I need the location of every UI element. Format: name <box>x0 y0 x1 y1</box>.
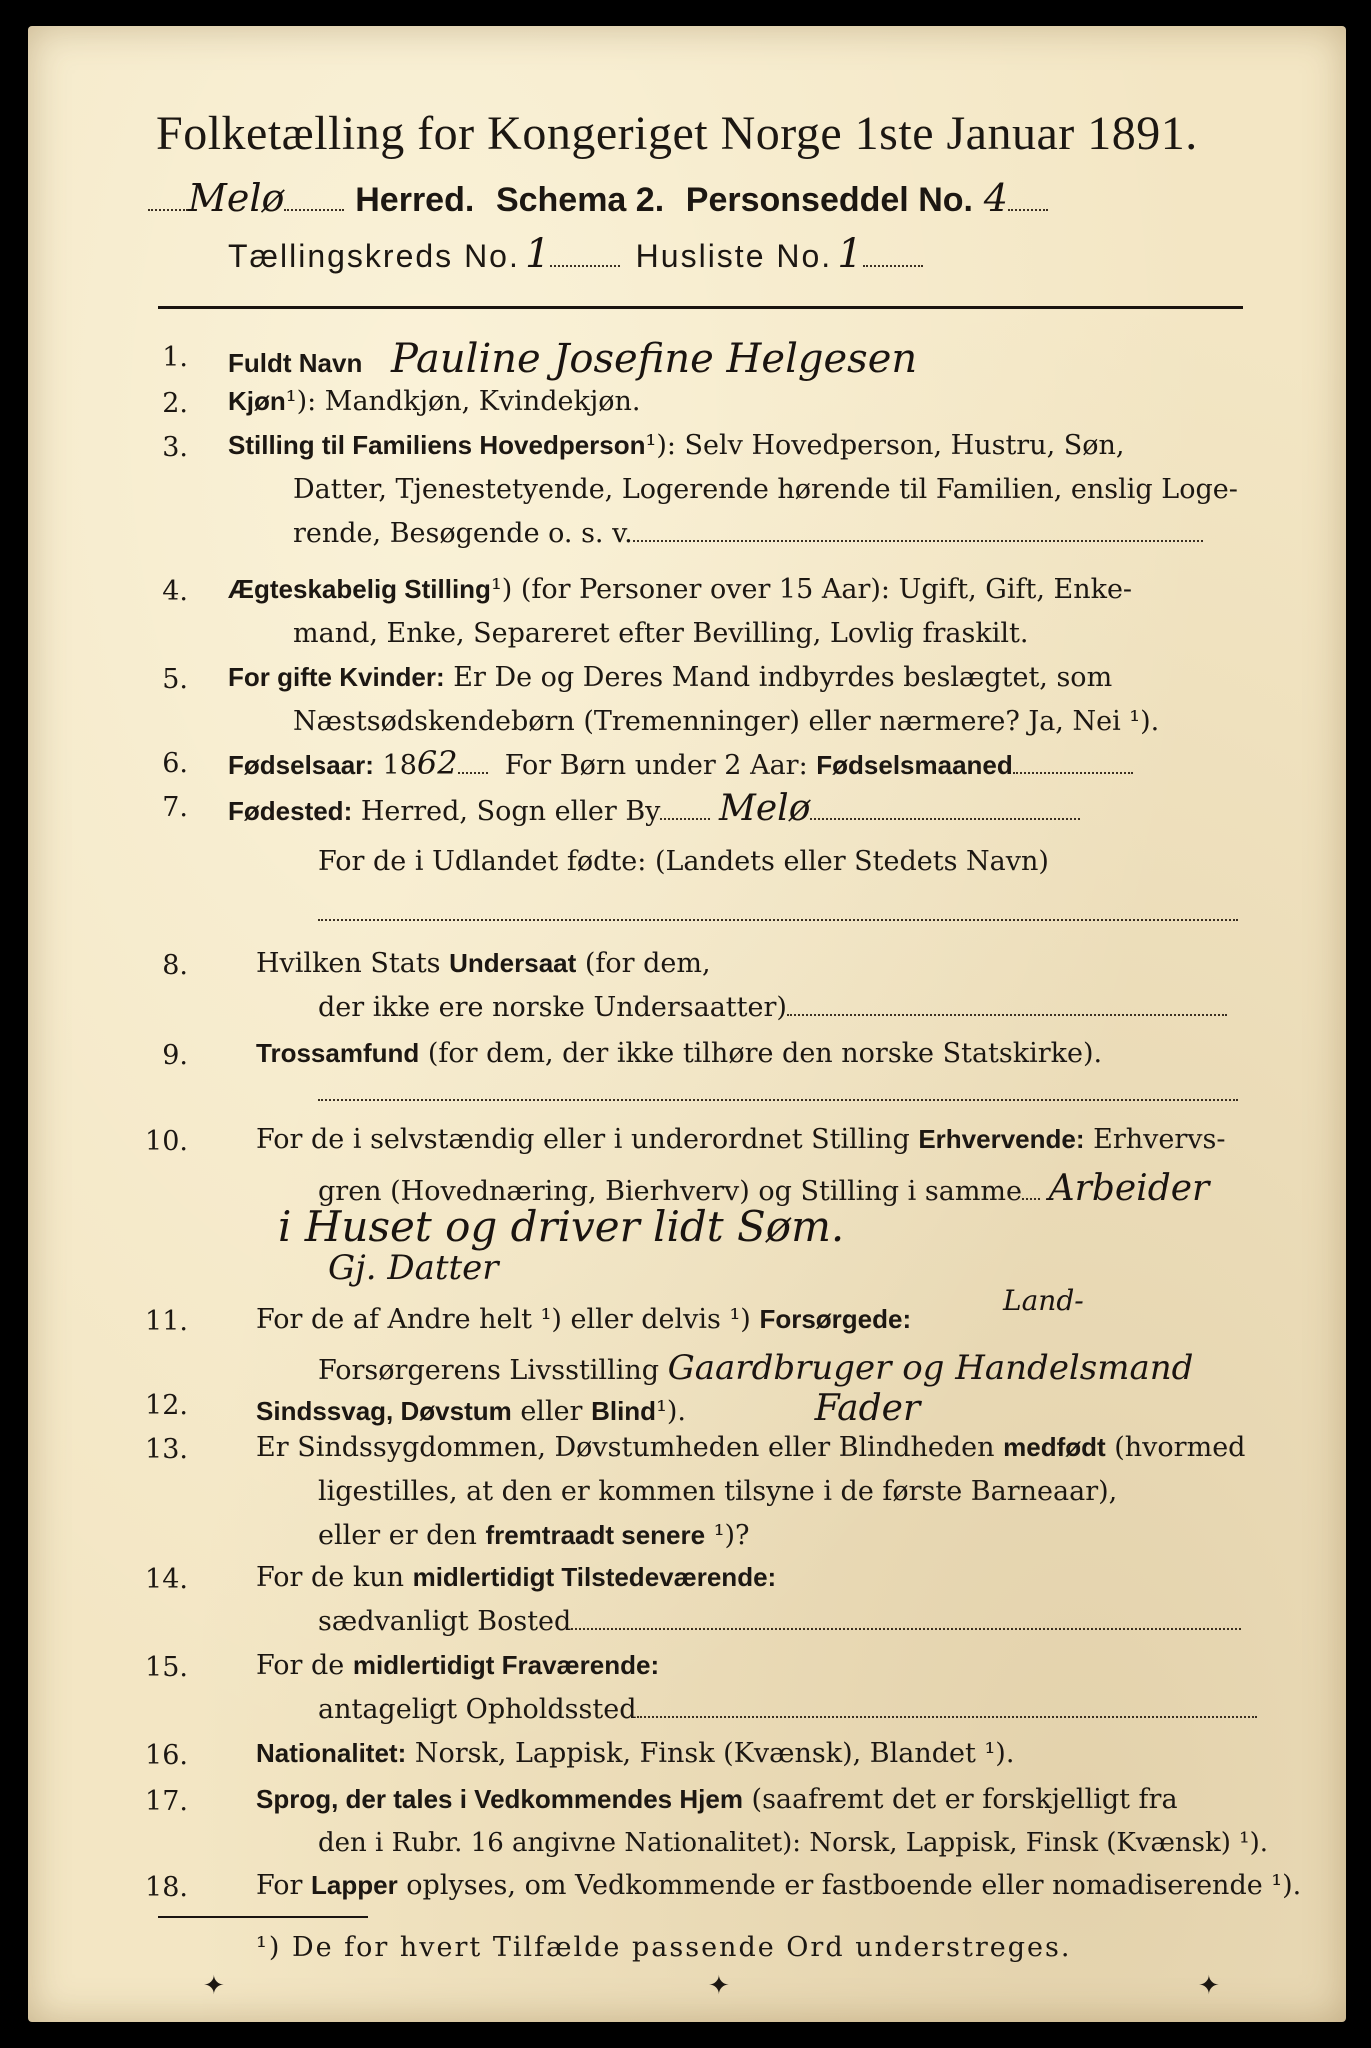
kreds-value: 1 <box>524 231 551 277</box>
q13-text-b: (hvormed <box>1114 1432 1246 1463</box>
q3-text: ¹): Selv Hovedperson, Hustru, Søn, <box>645 430 1125 461</box>
header-herred-row <box>148 176 1048 220</box>
q15-text: For de <box>256 1650 345 1681</box>
q7-label: Fødested: <box>228 796 353 826</box>
item-number: 11. <box>145 1306 188 1337</box>
q18-label: Lapper <box>311 1870 398 1900</box>
item-number: 3. <box>162 432 188 463</box>
q6-label: Fødselsaar: <box>228 750 374 780</box>
q18-text-b: oplyses, om Vedkommende er fastboende eller nomadiserende ¹). <box>406 1870 1302 1901</box>
item-number: 5. <box>162 664 188 695</box>
corner-mark-icon: ✦ <box>708 1971 730 2001</box>
q10-value-c: Gj. Datter <box>328 1248 499 1288</box>
q9-text: (for dem, der ikke tilhøre den norske Statskirke). <box>427 1038 1103 1069</box>
q7-value: Melø <box>719 788 811 829</box>
q10-label: Erhvervende: <box>918 1124 1085 1154</box>
q12-label: Sindssvag, Døvstum <box>256 1396 512 1426</box>
q2-text: ¹): Mandkjøn, Kvindekjøn. <box>285 386 641 417</box>
q10-text-a: For de i selvstændig eller i underordnet Stilling <box>256 1124 910 1155</box>
q6-label2: Fødselsmaaned <box>816 750 1013 780</box>
item-number: 10. <box>145 1126 188 1157</box>
q8-text-a: Hvilken Stats <box>256 948 441 979</box>
form-title: Folketælling for Kongeriget Norge 1ste Januar 1891. <box>156 107 1198 160</box>
q10-text-c: gren (Hovednæring, Bierhverv) og Stilling i samme <box>318 1176 1023 1207</box>
q13-row-d <box>318 1520 750 1551</box>
q2-label: Kjøn <box>228 386 286 416</box>
q11-value-a: Land- <box>1003 1284 1084 1317</box>
item-number: 12. <box>145 1390 188 1421</box>
item-5 <box>228 662 1112 693</box>
item-number: 14. <box>145 1564 188 1595</box>
footnote-rule <box>158 1916 368 1918</box>
q7-text-b: For de i Udlandet fødte: (Landets eller Stedets Navn) <box>318 846 1049 877</box>
item-8 <box>256 948 711 979</box>
item-9 <box>256 1038 1102 1069</box>
item-11 <box>256 1304 911 1335</box>
q17-label: Sprog, der tales i Vedkommendes Hjem <box>256 1784 743 1814</box>
corner-mark-icon: ✦ <box>203 1971 225 2001</box>
item-number: 18. <box>145 1872 188 1903</box>
q17-text-a: (saafremt det er forskjelligt fra <box>751 1784 1178 1815</box>
item-number: 7. <box>162 792 188 823</box>
q13-text-c: ligestilles, at den er kommen tilsyne i de første Barneaar), <box>318 1476 1118 1507</box>
item-4 <box>228 574 1132 605</box>
q14-text-b: sædvanligt Bosted <box>318 1606 572 1637</box>
item-2 <box>228 386 640 417</box>
q5-label: For gifte Kvinder: <box>228 662 445 692</box>
item-17 <box>256 1784 1178 1815</box>
q14-row-b <box>318 1606 1241 1637</box>
q11-row-b <box>318 1348 1193 1388</box>
kreds-label: Tællingskreds No. <box>228 238 520 274</box>
q14-label: midlertidigt Tilstedeværende: <box>412 1562 777 1592</box>
schema-label: Schema 2. <box>495 181 665 219</box>
q9-label: Trossamfund <box>256 1038 420 1068</box>
q4-text-b: mand, Enke, Separeret efter Bevilling, Lovlig fraskilt. <box>293 618 1029 649</box>
personseddel-value: 4 <box>983 176 1008 220</box>
husliste-value: 1 <box>837 231 863 277</box>
q12-value: Fader <box>814 1388 921 1429</box>
q8-text-b: (for dem, <box>584 948 711 979</box>
q6-text: For Børn under 2 Aar: <box>504 750 808 781</box>
item-16 <box>256 1738 1014 1769</box>
item-number: 1. <box>162 342 188 373</box>
item-14 <box>256 1562 776 1593</box>
item-number: 8. <box>162 950 188 981</box>
q13-tail: ¹)? <box>713 1520 750 1551</box>
q1-label: Fuldt Navn <box>228 348 363 378</box>
item-number: 6. <box>162 748 188 779</box>
q13-label2: fremtraadt senere <box>485 1520 706 1550</box>
q3-label: Stilling til Familiens Hovedperson <box>228 430 646 460</box>
q15-text-b: antageligt Opholdssted <box>318 1694 637 1725</box>
q15-row-b <box>318 1694 1257 1725</box>
q11-value-b: Gaardbruger og Handelsmand <box>667 1348 1194 1388</box>
q1-value: Pauline Josefine Helgesen <box>390 336 918 382</box>
q17-text-b: den i Rubr. 16 angivne Nationalitet): Norsk, Lappisk, Finsk (Kvænsk) ¹). <box>318 1828 1269 1858</box>
q11-text-b: Forsørgerens Livsstilling <box>318 1355 660 1386</box>
q10-text-b: Erhvervs- <box>1093 1124 1226 1155</box>
item-number: 17. <box>145 1786 188 1817</box>
q11-label: Forsørgede: <box>759 1304 912 1334</box>
header-kreds-row <box>228 231 923 277</box>
q8-row-c <box>318 992 1227 1023</box>
item-number: 9. <box>162 1040 188 1071</box>
item-12 <box>256 1388 920 1429</box>
husliste-label: Husliste No. <box>635 238 833 274</box>
footnote: ¹) De for hvert Tilfælde passende Ord understreges. <box>256 1932 1072 1963</box>
q10-value-a: Arbeider <box>1048 1168 1210 1209</box>
item-10 <box>256 1124 1226 1155</box>
q12-tail: ¹). <box>656 1396 687 1427</box>
q6-prefix: 18 <box>382 750 417 781</box>
q10-value-b: i Huset og driver lidt Søm. <box>278 1202 845 1251</box>
item-3 <box>228 430 1124 461</box>
q12-label2: Blind <box>591 1396 657 1426</box>
personseddel-label: Personseddel No. <box>685 181 973 219</box>
q7-text: Herred, Sogn eller By <box>360 796 661 827</box>
q13-text-d: eller er den <box>318 1520 477 1551</box>
item-number: 4. <box>162 576 188 607</box>
q6-value: 62 <box>416 744 458 782</box>
q4-label: Ægteskabelig Stilling <box>228 574 491 604</box>
q13-label: medfødt <box>1003 1432 1106 1462</box>
q16-text: Norsk, Lappisk, Finsk (Kvænsk), Blandet ¹). <box>414 1738 1015 1769</box>
item-number: 15. <box>145 1652 188 1683</box>
item-1 <box>228 336 917 382</box>
q5-text: Er De og Deres Mand indbyrdes beslægtet, som <box>453 662 1113 693</box>
item-number: 13. <box>145 1434 188 1465</box>
q18-text-a: For <box>256 1870 303 1901</box>
header-rule <box>158 306 1243 309</box>
q5-text-b: Næstsødskendebørn (Tremenninger) eller nærmere? Ja, Nei ¹). <box>293 706 1160 737</box>
item-number: 16. <box>145 1740 188 1771</box>
item-number: 2. <box>162 388 188 419</box>
q15-label: midlertidigt Fraværende: <box>352 1650 660 1680</box>
q3-text-c-row <box>293 518 1203 549</box>
q8-text-c: der ikke ere norske Undersaatter) <box>318 992 787 1023</box>
q14-text: For de kun <box>256 1562 404 1593</box>
q3-text-b: Datter, Tjenestetyende, Logerende hørende til Familien, enslig Loge- <box>293 474 1238 505</box>
corner-mark-icon: ✦ <box>1198 1971 1220 2001</box>
item-6 <box>228 744 1133 782</box>
item-18 <box>256 1870 1301 1901</box>
item-15 <box>256 1650 659 1681</box>
census-form <box>28 26 1346 2022</box>
herred-label: Herred. <box>355 181 475 219</box>
item-13 <box>256 1432 1245 1463</box>
q4-text: ¹) (for Personer over 15 Aar): Ugift, Gift, Enke- <box>490 574 1133 605</box>
item-7 <box>228 788 1080 829</box>
q16-label: Nationalitet: <box>256 1738 407 1768</box>
q11-text-a: For de af Andre helt ¹) eller delvis ¹) <box>256 1304 751 1335</box>
herred-value: Melø <box>188 176 285 220</box>
q8-label: Undersaat <box>449 948 577 978</box>
q13-text-a: Er Sindssygdommen, Døvstumheden eller Blindheden <box>256 1432 995 1463</box>
q12-text: eller <box>520 1396 583 1427</box>
q3-text-c: rende, Besøgende o. s. v. <box>293 518 633 549</box>
